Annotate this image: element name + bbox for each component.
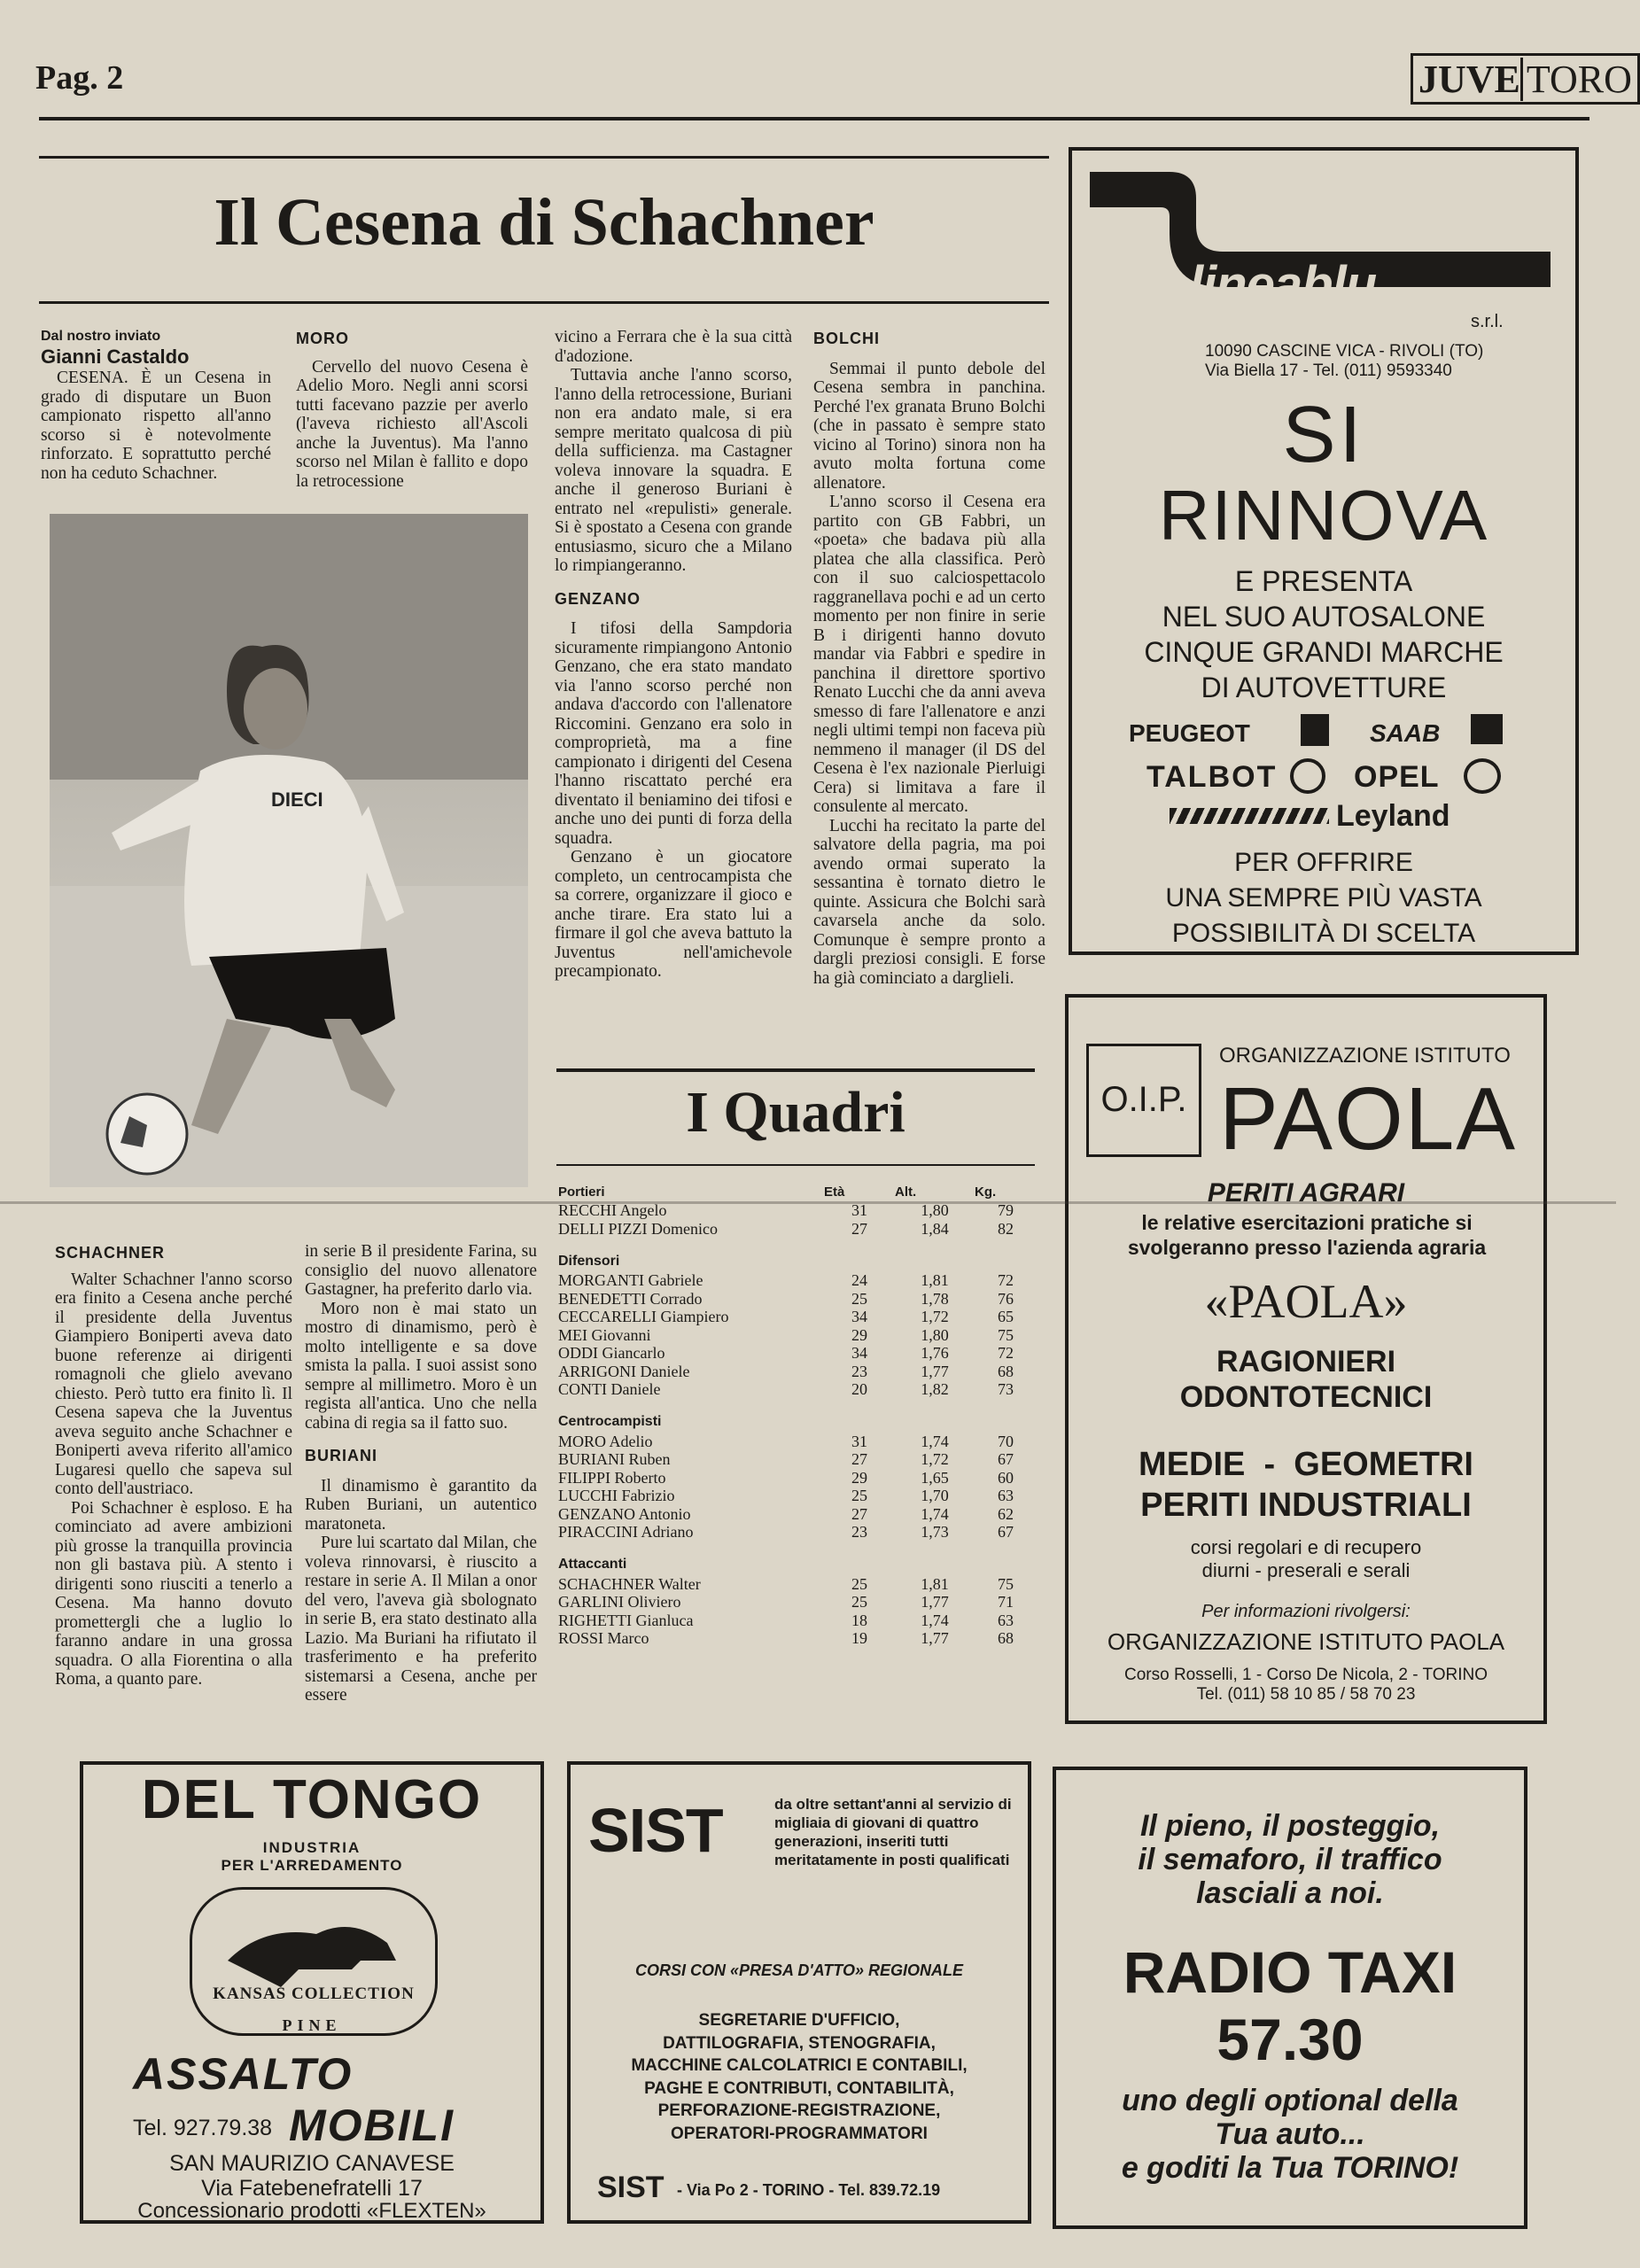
taxi-slogan-2: il semaforo, il traffico	[1138, 1843, 1442, 1876]
player-weight: 65	[998, 1308, 1014, 1325]
col3-paragraph-1: vicino a Ferrara che è la sua città d'adozione.	[555, 328, 792, 366]
deltongo-mobili: MOBILI	[289, 2101, 455, 2150]
player-weight: 60	[998, 1468, 1014, 1487]
quadri-group-row	[558, 1542, 1037, 1575]
quadri-header-row	[558, 1182, 1037, 1201]
player-weight: 70	[998, 1432, 1014, 1450]
taxi-tagline-1: uno degli optional della	[1122, 2084, 1458, 2117]
lineablu-footer-2: UNA SEMPRE PIÙ VASTA	[1165, 883, 1482, 913]
intro-paragraph: CESENA. È un Cesena in grado di disputare un Buon campionato rispetto all'anno scorso si è notevolmente rinforzato. E soprattutto perché non ha ceduto Schachner.	[41, 369, 271, 483]
quadri-player-row	[558, 1629, 1037, 1648]
lineablu-address-1: 10090 CASCINE VICA - RIVOLI (TO)	[1205, 342, 1484, 361]
sist-course-4: PAGHE E CONTRIBUTI, CONTABILITÀ,	[644, 2078, 954, 2098]
buriani-heading: BURIANI	[305, 1447, 377, 1464]
player-height: 1,77	[921, 1629, 949, 1647]
deltongo-kansas: KANSAS COLLECTION	[213, 1984, 415, 2003]
byline: Gianni Castaldo	[41, 346, 190, 368]
taxi-slogan-1: Il pieno, il posteggio,	[1139, 1809, 1441, 1843]
sist-footer-logo: SIST	[597, 2171, 665, 2204]
player-age: 23	[851, 1362, 867, 1380]
lineablu-srl: s.r.l.	[1471, 312, 1504, 331]
player-age: 18	[851, 1611, 867, 1629]
paola-org-label: ORGANIZZAZIONE ISTITUTO	[1219, 1044, 1511, 1068]
paola-esercitazioni: le relative esercitazioni pratiche si svolgeranno presso l'azienda agraria	[1127, 1211, 1487, 1259]
lineablu-address-2: Via Biella 17 - Tel. (011) 9593340	[1205, 361, 1452, 380]
title-bottom-rule	[39, 301, 1049, 304]
photo-shirt-text: DIECI	[271, 788, 323, 811]
genzano-heading: GENZANO	[555, 589, 641, 608]
player-height: 1,74	[921, 1504, 949, 1523]
sist-course-5: PERFORAZIONE-REGISTRAZIONE,	[657, 2101, 941, 2120]
player-name: ODDI Giancarlo	[558, 1344, 665, 1362]
quadri-player-row	[558, 1201, 1037, 1220]
col2b-paragraph-2: Moro non è mai stato un mostro di dinamismo, però è molto intelligente e sa dove smista la palla. I suoi assist sono sempre al millimetro. Moro è un regista all'antica. Uno che nella cabina di regia sa il fatto suo.	[305, 1299, 537, 1433]
player-weight: 72	[998, 1344, 1014, 1362]
deltongo-conc: Concessionario prodotti «FLEXTEN»	[137, 2199, 486, 2223]
ad-lineablu	[1069, 147, 1579, 955]
player-age: 34	[851, 1308, 867, 1325]
quadri-group-row	[558, 1238, 1037, 1271]
genzano-paragraph-2: Genzano è un giocatore completo, un centrocampista che sa correre, organizzare il gioco e anche tirare. Era stato lui a firmare il gol che aveva battuto la Juventus nell'amichevole precampionato.	[555, 848, 792, 981]
ad-radio-taxi	[1053, 1767, 1527, 2229]
player-age: 27	[851, 1219, 867, 1238]
paola-corsi-1: corsi regolari e di recupero	[1190, 1536, 1422, 1558]
sist-course-1: SEGRETARIE D'UFFICIO,	[698, 2011, 900, 2030]
quadri-bottom-rule	[556, 1164, 1035, 1166]
saab-badge-icon	[1471, 714, 1503, 744]
lineablu-lines	[1072, 563, 1575, 705]
player-name: GENZANO Antonio	[558, 1504, 691, 1523]
opel-bolt-icon	[1464, 758, 1501, 794]
player-height: 1,82	[921, 1380, 949, 1398]
paola-address: Corso Rosselli, 1 - Corso De Nicola, 2 - TORINO	[1123, 1666, 1488, 1684]
moro-heading: MORO	[296, 330, 349, 347]
buriani-paragraph-1: Il dinamismo è garantito da Ruben Buriani, un autentico maratoneta.	[305, 1476, 537, 1534]
player-name: FILIPPI Roberto	[558, 1468, 666, 1487]
player-weight: 82	[998, 1219, 1014, 1238]
player-height: 1,80	[921, 1201, 949, 1219]
title-top-rule	[39, 156, 1049, 159]
page-number: Pag. 2	[35, 59, 124, 97]
player-name: RECCHI Angelo	[558, 1201, 667, 1219]
lineablu-rinnova: RINNOVA	[1158, 476, 1489, 555]
schachner-paragraph-2: Poi Schachner è esploso. E ha cominciato ad avere ambizioni più grosse la tranquilla provincia non gli bastava più. A stento i dirigenti sono riusciti a tenerlo a Cesena. Ma hanno dovuto promettergli che a luglio lo faranno andare in una grossa squadra. O alla Fiorentina o alla Roma, a quanto pare.	[55, 1498, 292, 1689]
player-name: GARLINI Oliviero	[558, 1593, 681, 1611]
quadri-player-row	[558, 1593, 1037, 1612]
player-name: ROSSI Marco	[558, 1629, 649, 1647]
player-weight: 79	[998, 1201, 1014, 1219]
player-age: 31	[851, 1201, 867, 1219]
quadri-player-row	[558, 1290, 1037, 1309]
player-photo	[50, 514, 528, 1187]
schachner-heading: SCHACHNER	[55, 1244, 166, 1262]
player-height: 1,77	[921, 1593, 949, 1611]
moro-paragraph: Cervello del nuovo Cesena è Adelio Moro. Negli anni scorsi tutti facevano pazzie per averlo (l'aveva richiesto all'Ascoli anche la Juventus). Ma l'anno scorso nel Milan è fallito e dopo la retrocessione	[296, 357, 528, 491]
deltongo-arredamento: PER L'ARREDAMENTO	[221, 1857, 403, 1874]
quadri-player-row	[558, 1469, 1037, 1487]
lineablu-line-4: DI AUTOVETTURE	[1201, 672, 1447, 703]
player-weight: 63	[998, 1611, 1014, 1629]
player-name: ARRIGONI Daniele	[558, 1362, 690, 1380]
quadri-player-row	[558, 1487, 1037, 1505]
brand-talbot: TALBOT	[1146, 760, 1278, 794]
player-age: 25	[851, 1593, 867, 1611]
player-height: 1,81	[921, 1574, 949, 1593]
player-age: 27	[851, 1450, 867, 1468]
player-height: 1,65	[921, 1468, 949, 1487]
lineablu-line-2: NEL SUO AUTOSALONE	[1162, 601, 1486, 633]
player-name: BURIANI Ruben	[558, 1450, 671, 1468]
masthead-juve: JUVE	[1418, 58, 1520, 101]
player-name: DELLI PIZZI Domenico	[558, 1219, 718, 1238]
quadri-player-row	[558, 1220, 1037, 1239]
quadri-player-row	[558, 1344, 1037, 1363]
quadri-top-rule	[556, 1068, 1035, 1072]
player-height: 1,80	[921, 1325, 949, 1344]
bolchi-heading: BOLCHI	[813, 330, 880, 347]
article-title: Il Cesena di Schachner	[214, 185, 874, 260]
buriani-paragraph-2: Pure lui scartato dal Milan, che voleva rinnovarsi, è riuscito a restare in serie A. Il Milan a onor del vero, l'aveva già sbolognato in serie B, era stato destinato alla Lazio. Ma Buriani ha rifiutato il trasferimento e ha preferito sistemarsi a Cesena, anche per essere	[305, 1534, 537, 1705]
paola-quoted: «PAOLA»	[1204, 1275, 1408, 1328]
player-height: 1,78	[921, 1289, 949, 1308]
quadri-player-row	[558, 1575, 1037, 1594]
masthead	[1411, 53, 1640, 105]
ad-deltongo	[80, 1761, 544, 2224]
quadri-title: I Quadri	[686, 1080, 905, 1145]
bolchi-paragraph-1: Semmai il punto debole del Cesena sembra in panchina. Perché l'ex granata Bruno Bolchi (che in passato è sempre stato vicino al Torino) sinora non ha avuto molta fortuna come allenatore.	[813, 359, 1045, 493]
lineablu-footer-1: PER OFFRIRE	[1234, 848, 1413, 877]
paola-name: PAOLA	[1219, 1069, 1518, 1169]
article-intro	[41, 328, 271, 483]
paola-odontotecnici: ODONTOTECNICI	[1179, 1380, 1433, 1414]
header-rule	[39, 117, 1589, 120]
player-weight: 73	[998, 1380, 1014, 1398]
player-weight: 62	[998, 1504, 1014, 1523]
sist-corsi: CORSI CON «PRESA D'ATTO» REGIONALE	[635, 1961, 963, 1979]
player-weight: 68	[998, 1629, 1014, 1647]
player-weight: 63	[998, 1487, 1014, 1504]
taxi-tagline	[1056, 2084, 1524, 2185]
page-fold	[0, 1201, 1616, 1204]
quadri-player-row	[558, 1523, 1037, 1542]
player-name: CECCARELLI Giampiero	[558, 1308, 729, 1325]
player-weight: 67	[998, 1523, 1014, 1541]
player-name: BENEDETTI Corrado	[558, 1289, 703, 1308]
player-weight: 76	[998, 1289, 1014, 1308]
sist-courses	[571, 2009, 1028, 2145]
player-height: 1,76	[921, 1344, 949, 1362]
quadri-player-row	[558, 1450, 1037, 1469]
sist-course-3: MACCHINE CALCOLATRICI E CONTABILI,	[631, 2056, 968, 2075]
article-col-4	[813, 328, 1045, 988]
sist-intro: da oltre settant'anni al servizio di migliaia di giovani di quattro generazioni, inseriti tutti meritatamente in posti qualificati	[774, 1796, 1012, 1868]
player-age: 20	[851, 1380, 867, 1398]
quadri-player-row	[558, 1363, 1037, 1381]
player-photo-illustration	[50, 514, 528, 1187]
article-col-3	[555, 328, 792, 982]
quadri-player-row	[558, 1326, 1037, 1345]
deltongo-tel: Tel. 927.79.38	[133, 2116, 273, 2140]
quadri-player-row	[558, 1271, 1037, 1290]
quadri-group-heading-2: Centrocampisti	[558, 1414, 662, 1430]
player-height: 1,77	[921, 1362, 949, 1380]
player-name: MEI Giovanni	[558, 1325, 651, 1344]
quadri-table-container	[558, 1182, 1037, 1648]
player-age: 29	[851, 1325, 867, 1344]
deltongo-title: DEL TONGO	[141, 1769, 483, 1830]
player-age: 23	[851, 1523, 867, 1541]
player-age: 34	[851, 1344, 867, 1362]
lineablu-logo: lineablu	[1189, 256, 1377, 314]
taxi-number: 57.30	[1216, 2007, 1364, 2072]
player-weight: 68	[998, 1362, 1014, 1380]
player-age: 25	[851, 1289, 867, 1308]
taxi-slogan-3: lasciali a noi.	[1196, 1876, 1384, 1910]
player-height: 1,70	[921, 1487, 949, 1504]
masthead-toro: TORO	[1520, 58, 1632, 101]
brand-peugeot: PEUGEOT	[1129, 719, 1250, 747]
talbot-badge-icon	[1290, 758, 1325, 794]
quadri-group-heading-1: Difensori	[558, 1253, 620, 1269]
paola-org-full: ORGANIZZAZIONE ISTITUTO PAOLA	[1107, 1628, 1505, 1655]
bolchi-paragraph-3: Lucchi ha recitato la parte del salvatore della pagria, ma poi avendo ormai superato la sessantina è tornato dietro le quinte. Assicura che Bolchi sarà cavarsela anche da solo. Comunque è sempre pronto a dargli preziosi consigli. E forse ha già cominciato a darglieli.	[813, 816, 1045, 988]
deltongo-industria: INDUSTRIA	[262, 1839, 361, 1856]
schachner-paragraph-1: Walter Schachner l'anno scorso era finito a Cesena anche perché il presidente della Juventus Giampiero Boniperti aveva dato buone referenze ai dirigenti romagnoli che glielo avevano chiesto. Però tutto era finito lì. Il Cesena sapeva che la Juventus aveva seguito anche Schachner e Boniperti aveva riferito all'amico Lugaresi quello che sapeva sul conto dell'austriaco.	[55, 1270, 292, 1498]
quadri-col-height: Alt.	[895, 1184, 917, 1200]
sist-footer-text: - Via Po 2 - TORINO - Tel. 839.72.19	[677, 2181, 941, 2199]
player-name: MORGANTI Gabriele	[558, 1271, 703, 1289]
deltongo-pine: PINE	[282, 2016, 342, 2034]
deltongo-street: Via Fatebenefratelli 17	[201, 2176, 423, 2201]
lineablu-line-1: E PRESENTA	[1234, 565, 1413, 597]
sist-course-6: OPERATORI-PROGRAMMATORI	[671, 2124, 928, 2143]
player-height: 1,73	[921, 1523, 949, 1541]
genzano-paragraph-1: I tifosi della Sampdoria sicuramente rimpiangono Antonio Genzano, che era stato mandato via l'anno scorso perché non andava d'accordo con l'allenatore Riccomini. Genzano era solo in comproprietà, ma a fine campionato i dirigenti del Cesena l'hanno riscattato perché era diventato il beniamino dei tifosi e anche uno dei punti di forza della squadra.	[555, 619, 792, 848]
lineablu-line-3: CINQUE GRANDI MARCHE	[1144, 636, 1504, 668]
dateline-label: Dal nostro inviato	[41, 329, 161, 344]
player-age: 27	[851, 1504, 867, 1523]
player-weight: 72	[998, 1271, 1014, 1289]
brand-saab: SAAB	[1370, 719, 1441, 747]
paola-info: Per informazioni rivolgersi:	[1201, 1602, 1411, 1621]
player-name: RIGHETTI Gianluca	[558, 1611, 694, 1629]
sist-course-2: DATTILOGRAFIA, STENOGRAFIA,	[663, 2033, 936, 2053]
peugeot-lion-icon	[1301, 714, 1329, 746]
kansas-emblem	[190, 1887, 438, 2036]
lineablu-si: SI	[1282, 391, 1365, 479]
paola-tel: Tel. (011) 58 10 85 / 58 70 23	[1196, 1685, 1416, 1704]
col2b-paragraph-1: in serie B il presidente Farina, su consiglio del nuovo allenatore Gastagner, ha preferito darlo via.	[305, 1242, 537, 1299]
paola-industriali: PERITI INDUSTRIALI	[1140, 1487, 1472, 1524]
schachner-section	[55, 1242, 292, 1689]
paola-periti: PERITI AGRARI	[1207, 1178, 1405, 1208]
quadri-player-row	[558, 1308, 1037, 1326]
player-weight: 71	[998, 1593, 1014, 1611]
player-name: MORO Adelio	[558, 1432, 653, 1450]
player-height: 1,74	[921, 1432, 949, 1450]
taxi-name: RADIO TAXI	[1123, 1939, 1457, 2005]
paola-oip: O.I.P.	[1086, 1044, 1201, 1157]
sist-logo: SIST	[588, 1796, 723, 1865]
player-name: SCHACHNER Walter	[558, 1574, 701, 1593]
brand-leyland: Leyland	[1336, 799, 1450, 833]
ad-paola	[1065, 994, 1547, 1724]
article-col-2b	[305, 1242, 537, 1705]
quadri-group-heading-0: Portieri	[558, 1184, 605, 1200]
player-weight: 75	[998, 1325, 1014, 1344]
player-age: 25	[851, 1574, 867, 1593]
moro-section	[296, 328, 528, 491]
player-weight: 75	[998, 1574, 1014, 1593]
quadri-col-age: Età	[824, 1184, 845, 1200]
lineablu-footer-3: POSSIBILITÀ DI SCELTA	[1171, 919, 1476, 948]
taxi-tagline-3: e goditi la Tua TORINO!	[1121, 2151, 1459, 2185]
quadri-group-row	[558, 1399, 1037, 1433]
taxi-slogan	[1056, 1809, 1524, 1910]
player-name: PIRACCINI Adriano	[558, 1523, 694, 1541]
player-age: 24	[851, 1271, 867, 1289]
player-age: 19	[851, 1629, 867, 1647]
leyland-stripes-icon	[1170, 808, 1329, 824]
player-height: 1,84	[921, 1219, 949, 1238]
player-name: CONTI Daniele	[558, 1380, 661, 1398]
quadri-player-row	[558, 1433, 1037, 1451]
paola-corsi-2: diurni - preserali e serali	[1201, 1559, 1411, 1581]
quadri-player-row	[558, 1505, 1037, 1524]
deltongo-city: SAN MAURIZIO CANAVESE	[169, 2151, 455, 2176]
horse-rider-icon	[192, 1890, 435, 2031]
paola-ragionieri: RAGIONIERI	[1216, 1345, 1396, 1379]
player-name: LUCCHI Fabrizio	[558, 1487, 675, 1504]
paola-medie: MEDIE - GEOMETRI	[1139, 1446, 1473, 1483]
player-height: 1,72	[921, 1450, 949, 1468]
quadri-group-heading-3: Attaccanti	[558, 1557, 627, 1573]
deltongo-assalto: ASSALTO	[133, 2049, 354, 2099]
taxi-tagline-2: Tua auto...	[1215, 2117, 1365, 2151]
player-height: 1,74	[921, 1611, 949, 1629]
quadri-player-row	[558, 1380, 1037, 1399]
player-weight: 67	[998, 1450, 1014, 1468]
player-height: 1,81	[921, 1271, 949, 1289]
player-age: 25	[851, 1487, 867, 1504]
quadri-col-weight: Kg.	[975, 1184, 997, 1200]
quadri-player-row	[558, 1612, 1037, 1630]
player-age: 29	[851, 1468, 867, 1487]
player-age: 31	[851, 1432, 867, 1450]
col3-paragraph-2: Tuttavia anche l'anno scorso, l'anno della retrocessione, Buriani non era andato male, si era sempre meritato qualcosa di più della sufficienza. ma Castagner voleva innovare la squadra. E anche il generoso Buriani è entrato nel «repulisti» generale. Si è spostato a Cesena con grande entusiasmo, sicuro che a Milano lo rimpiangeranno.	[555, 366, 792, 575]
brand-opel: OPEL	[1354, 760, 1440, 794]
player-height: 1,72	[921, 1308, 949, 1325]
quadri-table	[558, 1182, 1037, 1648]
ad-sist	[567, 1761, 1031, 2224]
bolchi-paragraph-2: L'anno scorso il Cesena era partito con GB Fabbri, un «poeta» che badava più alla platea che alla classifica. Però con il suo calciospettacolo raggranellava pochi e ad un certo momento per non finire in serie B i dirigenti hanno dovuto mandar via Fabbri e spedire in panchina il direttore sportivo Renato Lucchi che da anni aveva smesso di fare l'allenatore e anzi negli ultimi tempi non faceva più nemmeno il manager (il DS del Cesena è l'ex nazionale Pierluigi Cera) si limitava a fare il consulente al mercato.	[813, 493, 1045, 816]
lineablu-footer	[1072, 845, 1575, 951]
